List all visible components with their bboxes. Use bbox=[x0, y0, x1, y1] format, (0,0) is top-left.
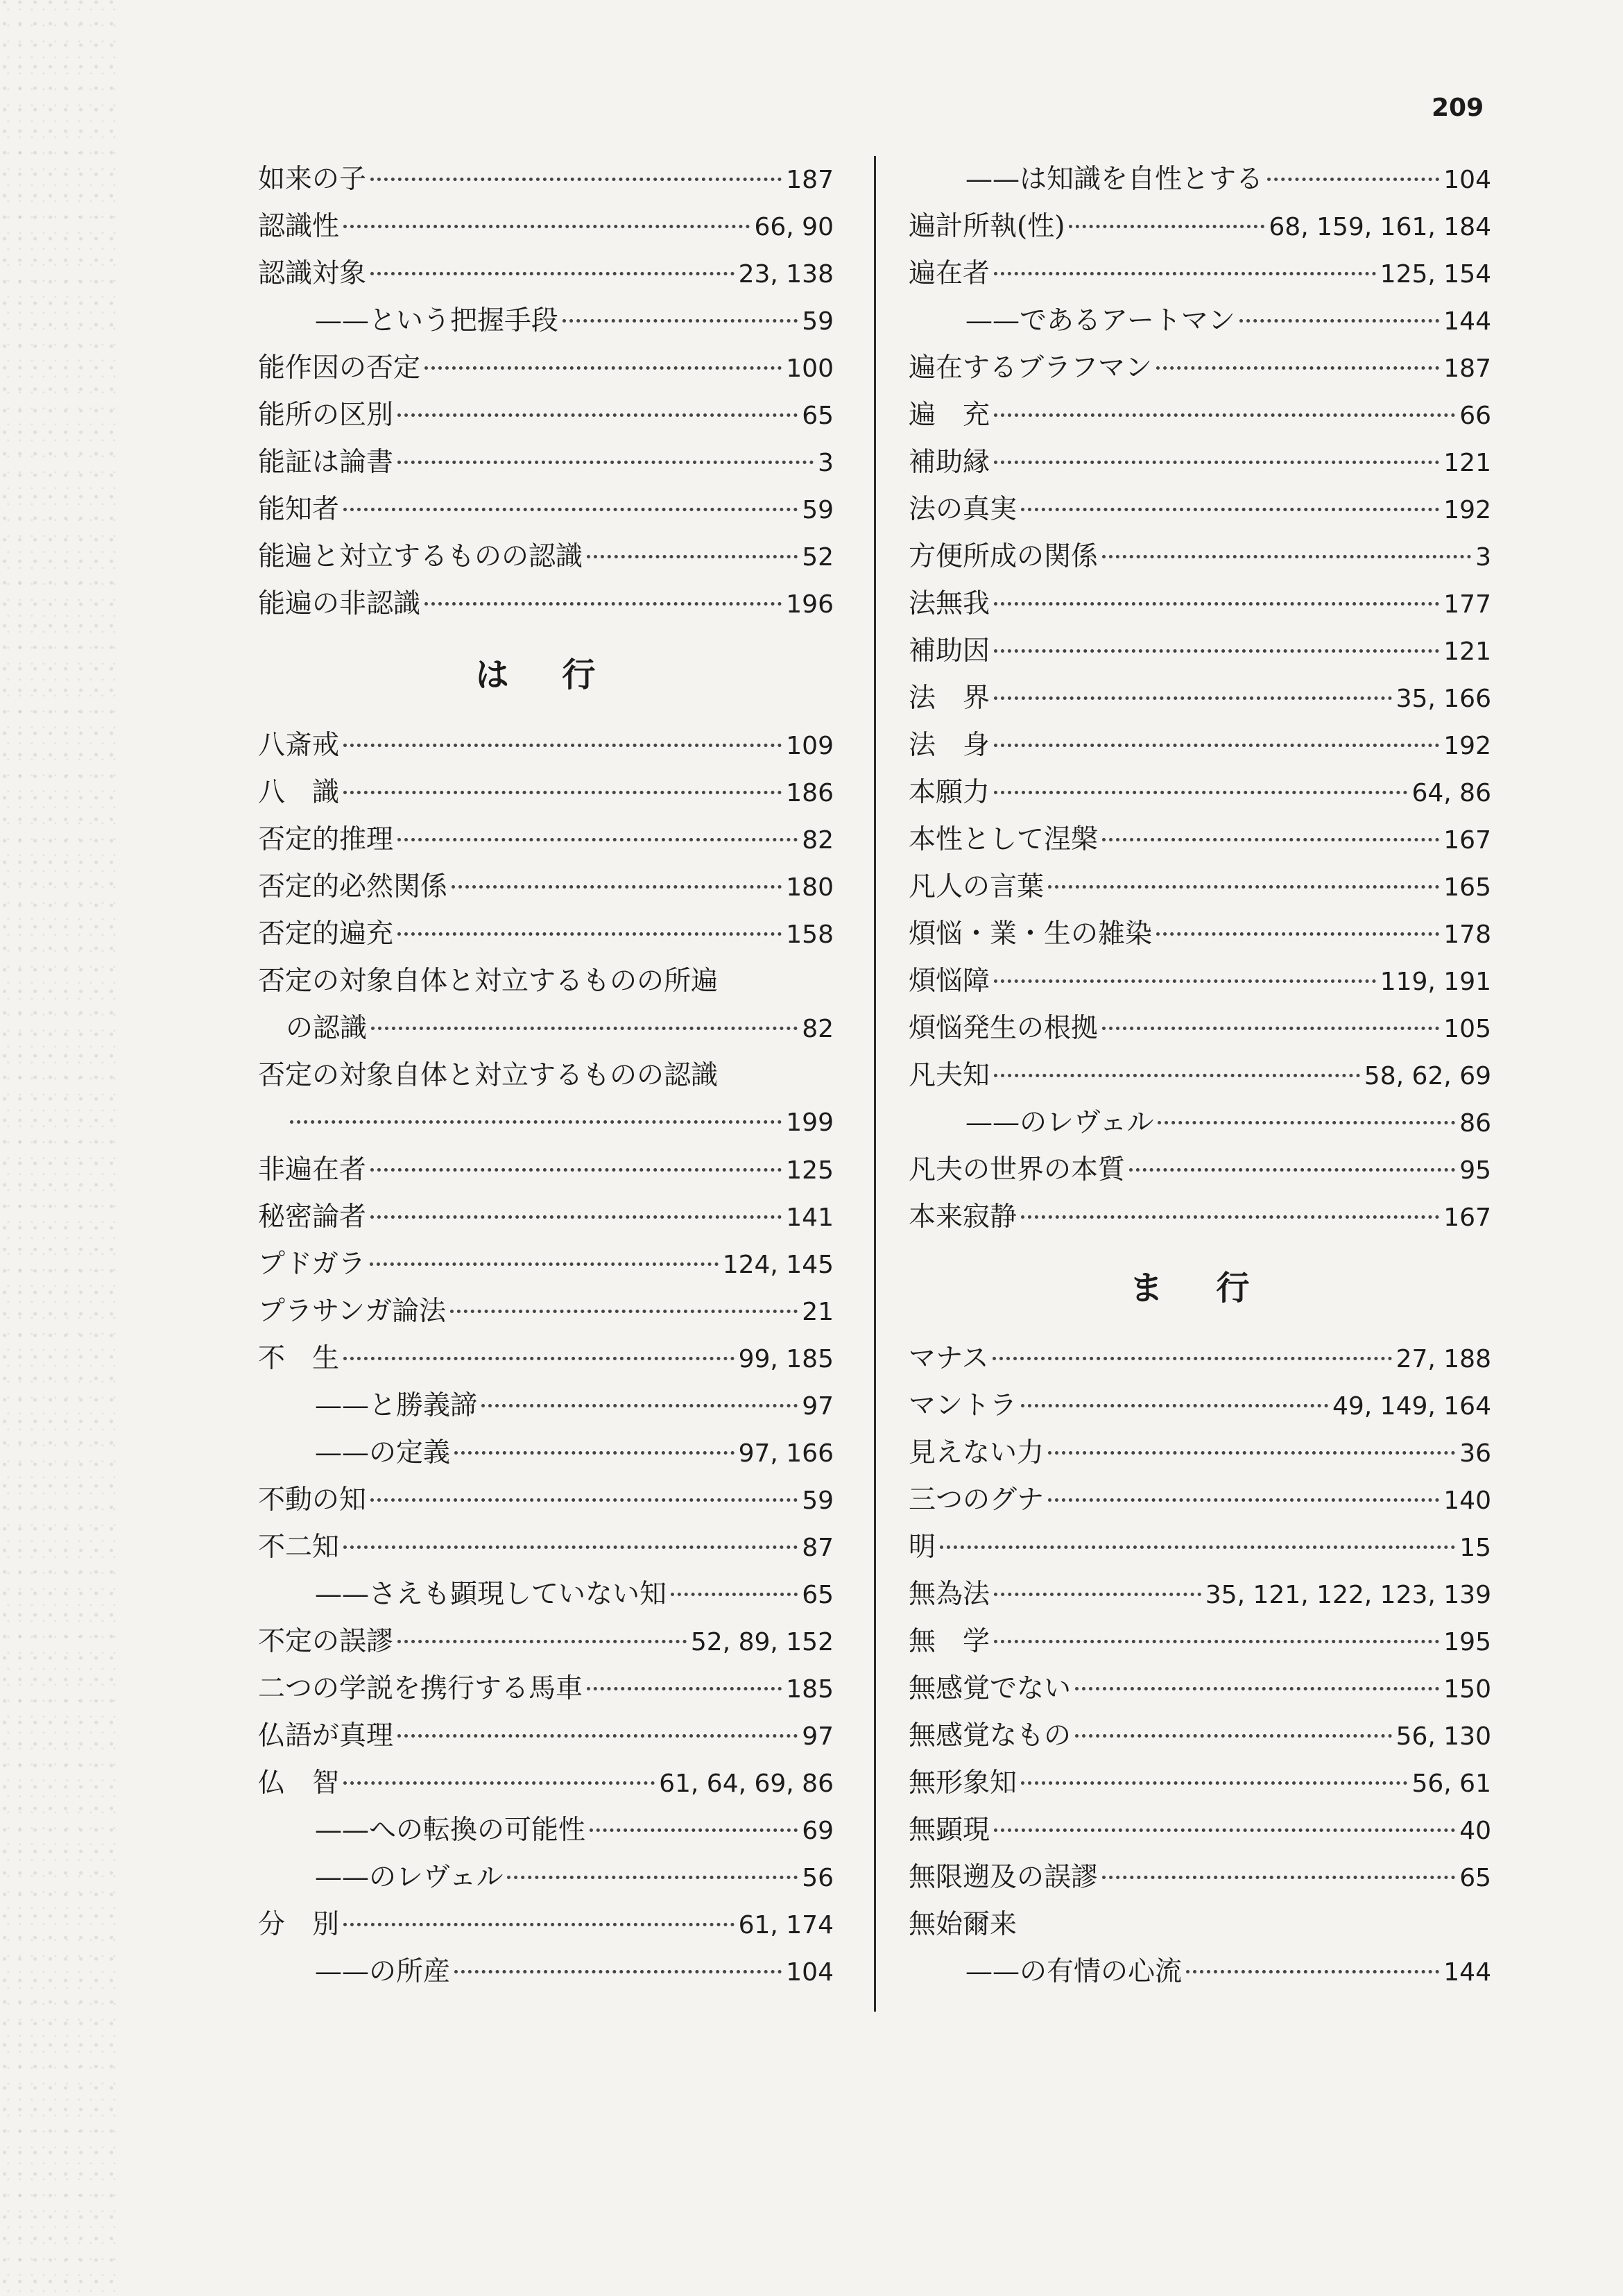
index-entry bbox=[909, 1382, 1491, 1430]
entry-term: 無為法 bbox=[909, 1579, 990, 1610]
entry-term: 仏 智 bbox=[258, 1767, 340, 1799]
index-subentry bbox=[909, 1099, 1491, 1147]
entry-term: ——と勝義諦 bbox=[315, 1390, 478, 1421]
dot-leader bbox=[1075, 1687, 1439, 1690]
index-subentry bbox=[909, 1948, 1491, 1996]
entry-pages: 61, 174 bbox=[738, 1911, 834, 1939]
dot-leader bbox=[370, 1262, 719, 1266]
entry-pages: 192 bbox=[1443, 732, 1491, 760]
index-entry bbox=[258, 1713, 834, 1760]
index-entry bbox=[258, 1901, 834, 1948]
dot-leader bbox=[994, 461, 1439, 464]
entry-pages: 59 bbox=[802, 496, 834, 524]
entry-term: 煩悩・業・生の雑染 bbox=[909, 918, 1153, 950]
index-entry bbox=[909, 911, 1491, 958]
entry-pages: 61, 64, 69, 86 bbox=[659, 1770, 834, 1798]
entry-pages: 187 bbox=[1443, 354, 1491, 383]
index-entry bbox=[909, 1713, 1491, 1760]
entry-pages: 141 bbox=[786, 1203, 834, 1232]
entry-pages: 109 bbox=[786, 732, 834, 760]
dot-leader bbox=[424, 366, 782, 370]
entry-pages: 23, 138 bbox=[738, 260, 834, 289]
entry-term: 煩悩発生の根拠 bbox=[909, 1013, 1099, 1044]
dot-leader bbox=[1102, 1027, 1439, 1030]
entry-term: 遍 充 bbox=[909, 400, 990, 431]
entry-pages: 66, 90 bbox=[754, 213, 834, 241]
index-entry bbox=[258, 533, 834, 581]
dot-leader bbox=[370, 178, 782, 181]
dot-leader bbox=[1239, 319, 1439, 323]
index-entry bbox=[909, 1665, 1491, 1713]
entry-term: 能所の区別 bbox=[258, 400, 394, 431]
entry-term: 遍計所執(性) bbox=[909, 211, 1065, 242]
index-entry bbox=[909, 486, 1491, 533]
dot-leader bbox=[1048, 1498, 1439, 1502]
index-entry bbox=[909, 816, 1491, 864]
index-entry bbox=[258, 1618, 834, 1665]
entry-pages: 125 bbox=[786, 1156, 834, 1185]
entry-pages: 3 bbox=[818, 449, 834, 477]
entry-pages: 150 bbox=[1443, 1675, 1491, 1704]
index-entry bbox=[258, 1005, 834, 1052]
dot-leader bbox=[343, 508, 798, 511]
dot-leader bbox=[993, 1357, 1391, 1360]
index-entry bbox=[909, 1571, 1491, 1618]
entry-term: ——さえも顕現していない知 bbox=[315, 1579, 667, 1610]
index-subentry bbox=[258, 1807, 834, 1854]
entry-pages: 58, 62, 69 bbox=[1364, 1062, 1491, 1090]
dot-leader bbox=[940, 1545, 1455, 1549]
entry-term: 否定的推理 bbox=[258, 824, 394, 855]
dot-leader bbox=[994, 272, 1376, 275]
index-entry bbox=[909, 675, 1491, 722]
dot-leader bbox=[994, 696, 1392, 700]
entry-term: ——の有情の心流 bbox=[965, 1956, 1183, 1987]
index-entry bbox=[258, 1477, 834, 1524]
dot-leader bbox=[1102, 555, 1471, 558]
index-entry bbox=[258, 439, 834, 486]
index-entry bbox=[258, 1665, 834, 1713]
entry-pages: 59 bbox=[802, 307, 834, 336]
index-entry bbox=[909, 1807, 1491, 1854]
entry-term: 補助縁 bbox=[909, 447, 990, 478]
dot-leader bbox=[370, 1168, 782, 1172]
entry-term: の認識 bbox=[286, 1013, 368, 1044]
dot-leader bbox=[1048, 885, 1439, 889]
index-column-right bbox=[909, 156, 1491, 1996]
index-subentry bbox=[258, 1382, 834, 1430]
entry-pages: 99, 185 bbox=[738, 1345, 834, 1373]
dot-leader bbox=[994, 649, 1439, 653]
entry-pages: 178 bbox=[1443, 920, 1491, 949]
entry-pages: 125, 154 bbox=[1380, 260, 1491, 289]
entry-pages: 40 bbox=[1459, 1817, 1491, 1845]
entry-term: 如来の子 bbox=[258, 164, 367, 195]
dot-leader bbox=[994, 1640, 1439, 1643]
entry-term: 仏語が真理 bbox=[258, 1720, 394, 1751]
entry-term: 能遍と対立するものの認識 bbox=[258, 541, 583, 572]
entry-term: 無始爾来 bbox=[909, 1909, 1017, 1940]
dot-leader bbox=[994, 1828, 1455, 1832]
page-number: 209 bbox=[1432, 94, 1484, 122]
index-entry bbox=[909, 1147, 1491, 1194]
dot-leader bbox=[994, 1074, 1360, 1077]
entry-term: 無形象知 bbox=[909, 1767, 1017, 1799]
entry-pages: 177 bbox=[1443, 590, 1491, 619]
entry-term: 方便所成の関係 bbox=[909, 541, 1099, 572]
index-entry bbox=[909, 769, 1491, 816]
entry-term: 無 学 bbox=[909, 1626, 990, 1657]
entry-pages: 82 bbox=[802, 1015, 834, 1043]
entry-term: 凡夫の世界の本質 bbox=[909, 1154, 1126, 1185]
scan-noise bbox=[0, 0, 118, 2296]
index-entry bbox=[909, 392, 1491, 439]
dot-leader bbox=[1021, 1215, 1439, 1219]
entry-term: 認識対象 bbox=[258, 258, 367, 289]
entry-term: 能証は論書 bbox=[258, 447, 394, 478]
index-entry bbox=[258, 392, 834, 439]
index-subentry bbox=[909, 298, 1491, 345]
index-entry bbox=[258, 1241, 834, 1288]
dot-leader bbox=[1156, 932, 1439, 936]
index-entry bbox=[909, 1005, 1491, 1052]
index-column-left bbox=[258, 156, 834, 1996]
dot-leader bbox=[1021, 1781, 1407, 1785]
entry-pages: 52, 89, 152 bbox=[690, 1628, 834, 1656]
index-subentry bbox=[258, 1430, 834, 1477]
entry-pages: 52 bbox=[802, 543, 834, 572]
entry-term: 本性として涅槃 bbox=[909, 824, 1099, 855]
entry-pages: 185 bbox=[786, 1675, 834, 1704]
dot-leader bbox=[370, 272, 735, 275]
entry-pages: 196 bbox=[786, 590, 834, 619]
dot-leader bbox=[343, 1781, 655, 1785]
entry-pages: 65 bbox=[1459, 1864, 1491, 1892]
entry-term: 法 身 bbox=[909, 730, 990, 761]
index-entry bbox=[909, 250, 1491, 298]
entry-pages: 144 bbox=[1443, 307, 1491, 336]
dot-leader bbox=[1048, 1451, 1455, 1455]
dot-leader bbox=[454, 1970, 782, 1973]
entry-pages: 165 bbox=[1443, 873, 1491, 902]
entry-pages: 167 bbox=[1443, 826, 1491, 855]
entry-pages: 68, 159, 161, 184 bbox=[1269, 213, 1491, 241]
index-entry bbox=[909, 1194, 1491, 1241]
dot-leader bbox=[590, 1828, 798, 1832]
dot-leader bbox=[994, 979, 1376, 983]
entry-pages: 66 bbox=[1459, 402, 1491, 430]
dot-leader bbox=[1186, 1970, 1439, 1973]
entry-term: 法無我 bbox=[909, 588, 990, 619]
entry-pages: 3 bbox=[1475, 543, 1491, 572]
entry-term: ——のレヴェル bbox=[315, 1862, 504, 1893]
dot-leader bbox=[1102, 1876, 1455, 1879]
entry-pages: 144 bbox=[1443, 1958, 1491, 1987]
entry-pages: 97 bbox=[802, 1722, 834, 1751]
index-entry bbox=[909, 1524, 1491, 1571]
index-entry bbox=[258, 769, 834, 816]
dot-leader bbox=[563, 319, 798, 323]
index-entry bbox=[909, 628, 1491, 675]
entry-term: 本願力 bbox=[909, 777, 990, 808]
entry-term: 二つの学説を携行する馬車 bbox=[258, 1673, 583, 1704]
entry-pages: 121 bbox=[1443, 637, 1491, 666]
entry-pages: 199 bbox=[786, 1108, 834, 1137]
dot-leader bbox=[994, 602, 1439, 606]
entry-term: プラサンガ論法 bbox=[258, 1296, 447, 1327]
entry-term: 本来寂静 bbox=[909, 1201, 1017, 1233]
entry-term: 法 界 bbox=[909, 683, 990, 714]
entry-pages: 35, 121, 122, 123, 139 bbox=[1205, 1581, 1491, 1609]
index-subentry bbox=[258, 1854, 834, 1901]
entry-term: ——のレヴェル bbox=[965, 1107, 1154, 1138]
index-entry bbox=[258, 156, 834, 203]
entry-term: 否定的必然関係 bbox=[258, 871, 448, 902]
index-entry bbox=[258, 722, 834, 769]
entry-pages: 87 bbox=[802, 1534, 834, 1562]
dot-leader bbox=[1021, 508, 1439, 511]
entry-term: ——であるアートマン bbox=[965, 305, 1235, 336]
dot-leader bbox=[1267, 178, 1439, 181]
entry-term: 能知者 bbox=[258, 494, 340, 525]
entry-term: 明 bbox=[909, 1532, 936, 1563]
entry-pages: 64, 86 bbox=[1411, 779, 1491, 807]
index-subentry bbox=[258, 298, 834, 345]
entry-pages: 56 bbox=[802, 1864, 834, 1892]
entry-term: ——の定義 bbox=[315, 1437, 451, 1468]
dot-leader bbox=[370, 1498, 798, 1502]
index-entry bbox=[258, 581, 834, 628]
index-entry bbox=[258, 1288, 834, 1335]
section-heading: ま 行 bbox=[1129, 1269, 1271, 1308]
entry-pages: 187 bbox=[786, 166, 834, 194]
entry-pages: 124, 145 bbox=[722, 1251, 834, 1279]
entry-pages: 36 bbox=[1459, 1439, 1491, 1468]
entry-term: 不定の誤謬 bbox=[258, 1626, 394, 1657]
entry-term: 分 別 bbox=[258, 1909, 340, 1940]
index-entry bbox=[909, 1477, 1491, 1524]
index-entry bbox=[258, 1147, 834, 1194]
entry-pages: 59 bbox=[802, 1487, 834, 1515]
index-entry bbox=[909, 345, 1491, 392]
entry-term: 煩悩障 bbox=[909, 966, 990, 997]
index-entry bbox=[258, 1052, 834, 1099]
entry-pages: 167 bbox=[1443, 1203, 1491, 1232]
entry-pages: 104 bbox=[786, 1958, 834, 1987]
entry-pages: 119, 191 bbox=[1380, 968, 1491, 996]
entry-term: 三つのグナ bbox=[909, 1484, 1045, 1516]
entry-term: 不二知 bbox=[258, 1532, 340, 1563]
index-entry bbox=[258, 1524, 834, 1571]
index-entry bbox=[258, 203, 834, 250]
entry-term: 能作因の否定 bbox=[258, 352, 421, 384]
dot-leader bbox=[994, 791, 1407, 794]
entry-term: 無感覚でない bbox=[909, 1673, 1072, 1704]
entry-pages: 158 bbox=[786, 920, 834, 949]
index-subentry bbox=[258, 1571, 834, 1618]
entry-pages: 97, 166 bbox=[738, 1439, 834, 1468]
dot-leader bbox=[343, 1923, 735, 1926]
dot-leader bbox=[290, 1120, 782, 1124]
entry-term: 不動の知 bbox=[258, 1484, 367, 1516]
entry-pages: 49, 149, 164 bbox=[1332, 1392, 1491, 1421]
entry-pages: 21 bbox=[802, 1298, 834, 1326]
entry-pages: 121 bbox=[1443, 449, 1491, 477]
entry-term: 法の真実 bbox=[909, 494, 1017, 525]
entry-pages: 105 bbox=[1443, 1015, 1491, 1043]
dot-leader bbox=[994, 1593, 1201, 1596]
entry-pages: 15 bbox=[1459, 1534, 1491, 1562]
entry-term: 八斎戒 bbox=[258, 730, 340, 761]
index-entry bbox=[258, 1099, 834, 1147]
index-entry bbox=[909, 1760, 1491, 1807]
entry-pages: 65 bbox=[802, 1581, 834, 1609]
entry-term: ——という把握手段 bbox=[315, 305, 559, 336]
entry-pages: 86 bbox=[1459, 1109, 1491, 1138]
dot-leader bbox=[994, 744, 1439, 747]
dot-leader bbox=[397, 413, 798, 417]
entry-pages: 95 bbox=[1459, 1156, 1491, 1185]
entry-pages: 100 bbox=[786, 354, 834, 383]
dot-leader bbox=[343, 225, 750, 228]
dot-leader bbox=[343, 791, 782, 794]
dot-leader bbox=[397, 838, 798, 841]
entry-pages: 69 bbox=[802, 1817, 834, 1845]
entry-term: 遍在するブラフマン bbox=[909, 352, 1153, 384]
entry-term: 否定の対象自体と対立するものの認識 bbox=[258, 1060, 719, 1091]
column-divider bbox=[874, 156, 876, 2012]
entry-pages: 27, 188 bbox=[1396, 1345, 1491, 1373]
dot-leader bbox=[1129, 1168, 1455, 1172]
index-entry bbox=[909, 1335, 1491, 1382]
index-entry bbox=[258, 486, 834, 533]
dot-leader bbox=[1075, 1734, 1392, 1738]
entry-pages: 65 bbox=[802, 402, 834, 430]
entry-term: ——は知識を自性とする bbox=[965, 164, 1264, 195]
dot-leader bbox=[1158, 1121, 1455, 1124]
index-entry bbox=[909, 203, 1491, 250]
index-subentry bbox=[258, 1948, 834, 1996]
entry-term: ——への転換の可能性 bbox=[315, 1815, 586, 1846]
index-entry bbox=[258, 864, 834, 911]
entry-term: 能遍の非認識 bbox=[258, 588, 421, 619]
index-entry bbox=[909, 1901, 1491, 1948]
entry-pages: 104 bbox=[1443, 166, 1491, 194]
dot-leader bbox=[454, 1451, 735, 1455]
entry-term: 認識性 bbox=[258, 211, 340, 242]
dot-leader bbox=[481, 1404, 798, 1407]
dot-leader bbox=[343, 1357, 735, 1360]
entry-term: 補助因 bbox=[909, 635, 990, 667]
entry-term: 不 生 bbox=[258, 1343, 340, 1374]
dot-leader bbox=[1102, 838, 1439, 841]
dot-leader bbox=[343, 1545, 798, 1549]
entry-pages: 180 bbox=[786, 873, 834, 902]
dot-leader bbox=[397, 1734, 798, 1738]
entry-term: 見えない力 bbox=[909, 1437, 1045, 1468]
entry-term: 否定的遍充 bbox=[258, 918, 394, 950]
index-entry bbox=[909, 1052, 1491, 1099]
entry-term: 八 識 bbox=[258, 777, 340, 808]
dot-leader bbox=[587, 1687, 782, 1690]
dot-leader bbox=[1069, 225, 1264, 228]
index-entry bbox=[909, 1854, 1491, 1901]
entry-term: 凡人の言葉 bbox=[909, 871, 1045, 902]
dot-leader bbox=[1021, 1404, 1328, 1407]
dot-leader bbox=[994, 413, 1455, 417]
index-entry bbox=[909, 958, 1491, 1005]
dot-leader bbox=[1156, 366, 1439, 370]
index-entry bbox=[909, 1618, 1491, 1665]
index-entry bbox=[258, 958, 834, 1005]
entry-term: 凡夫知 bbox=[909, 1060, 990, 1091]
entry-term: 無感覚なもの bbox=[909, 1720, 1072, 1751]
index-entry bbox=[909, 722, 1491, 769]
entry-pages: 97 bbox=[802, 1392, 834, 1421]
section-heading: は 行 bbox=[475, 656, 617, 694]
dot-leader bbox=[671, 1593, 798, 1596]
dot-leader bbox=[397, 1640, 687, 1643]
entry-term: 非遍在者 bbox=[258, 1154, 367, 1185]
index-entry bbox=[258, 911, 834, 958]
entry-pages: 192 bbox=[1443, 496, 1491, 524]
index-entry bbox=[909, 439, 1491, 486]
dot-leader bbox=[343, 744, 782, 747]
entry-pages: 56, 130 bbox=[1396, 1722, 1491, 1751]
entry-term: マントラ bbox=[909, 1390, 1017, 1421]
entry-term: 秘密論者 bbox=[258, 1201, 367, 1233]
entry-term: 無限遡及の誤謬 bbox=[909, 1862, 1099, 1893]
index-entry bbox=[909, 581, 1491, 628]
entry-term: マナス bbox=[909, 1343, 989, 1374]
index-entry bbox=[909, 533, 1491, 581]
index-entry bbox=[258, 1335, 834, 1382]
index-entry bbox=[258, 250, 834, 298]
index-entry bbox=[258, 816, 834, 864]
entry-pages: 82 bbox=[802, 826, 834, 855]
entry-term: 遍在者 bbox=[909, 258, 990, 289]
index-entry bbox=[909, 1430, 1491, 1477]
entry-term: 否定の対象自体と対立するものの所遍 bbox=[258, 966, 719, 997]
dot-leader bbox=[370, 1215, 782, 1219]
dot-leader bbox=[450, 1310, 798, 1313]
entry-pages: 195 bbox=[1443, 1628, 1491, 1656]
entry-pages: 35, 166 bbox=[1396, 685, 1491, 713]
entry-term: 無顕現 bbox=[909, 1815, 990, 1846]
entry-term: プドガラ bbox=[258, 1249, 366, 1280]
dot-leader bbox=[397, 932, 782, 936]
entry-pages: 140 bbox=[1443, 1487, 1491, 1515]
entry-term: ——の所産 bbox=[315, 1956, 451, 1987]
entry-pages: 56, 61 bbox=[1411, 1770, 1491, 1798]
dot-leader bbox=[397, 461, 814, 464]
entry-pages: 186 bbox=[786, 779, 834, 807]
dot-leader bbox=[424, 602, 782, 606]
index-entry bbox=[258, 1194, 834, 1241]
index-entry bbox=[258, 1760, 834, 1807]
index-entry bbox=[909, 864, 1491, 911]
dot-leader bbox=[371, 1027, 798, 1030]
index-subentry bbox=[909, 156, 1491, 203]
dot-leader bbox=[507, 1876, 798, 1879]
dot-leader bbox=[587, 555, 798, 558]
dot-leader bbox=[452, 885, 782, 889]
index-entry bbox=[258, 345, 834, 392]
